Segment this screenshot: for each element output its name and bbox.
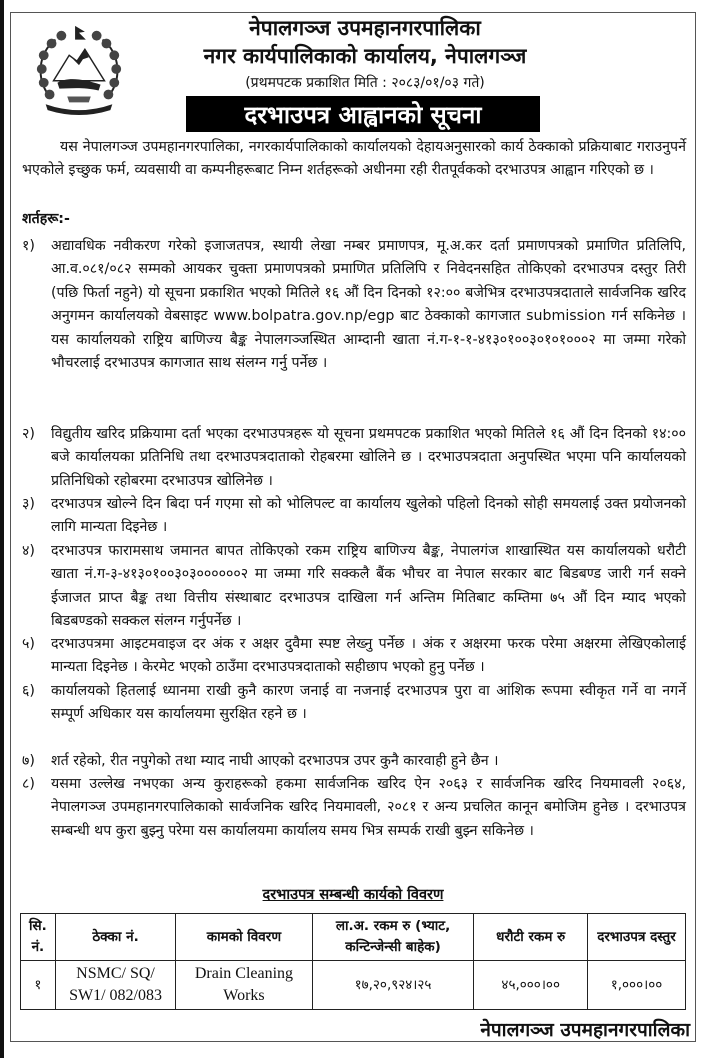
condition-item	[22, 423, 686, 493]
condition-item	[22, 773, 686, 843]
nepal-government-emblem-icon	[30, 20, 128, 118]
works-table	[20, 913, 686, 1010]
publication-date: (प्रथमपटक प्रकाशित मिति : २०८३/०१/०३ गते)	[245, 75, 485, 91]
cell-deposit: ४५,०००।००	[474, 961, 588, 1010]
cell-contract-no: NSMC/ SQ/ SW1/ 082/083	[55, 961, 176, 1010]
condition-text: दरभाउपत्रमा आइटमवाइज दर अंक र अक्षर दुवैमा स्पष्ट लेख्नु पर्नेछ । अंक र अक्षरमा फरक परेमा अक्षरमा लेखिएकोलाई मान्यता दिइनेछ । केरमेट भएको ठाउँमा दरभाउपत्रदाताको सहीछाप भएको हुनु पर्नेछ ।	[51, 636, 686, 676]
col-header-serial: सि. नं.	[21, 914, 56, 961]
condition-text: दरभाउपत्र खोल्ने दिन बिदा पर्न गएमा सो को भोलिपल्ट वा कार्यालय खुलेको पहिलो दिनको सोही समयलाई उक्त प्रयोजनको लागि मान्यता दिइनेछ ।	[51, 496, 686, 536]
condition-item	[22, 680, 686, 727]
condition-item	[22, 540, 686, 634]
intro-paragraph: यस नेपालगञ्ज उपमहानगरपालिका, नगरकार्यपालिकाको कार्यालयको देहायअनुसारको कार्य ठेक्काको प्रक्रियाबाट गराउनुपर्ने भएकोले इच्छुक फर्म, व्यवसायी वा कम्पनीहरूबाट निम्न शर्तहरूको अधीनमा रही रीतपूर्वकको दरभाउपत्र आह्वान गरिएको छ ।	[22, 139, 686, 179]
col-header-description: कामको विवरण	[176, 914, 312, 961]
conditions-heading: शर्तहरू:-	[22, 211, 70, 227]
office-name: नगर कार्यपालिकाको कार्यालय, नेपालगञ्ज	[203, 44, 527, 68]
notice-title: दरभाउपत्र आह्वानको सूचना	[186, 96, 540, 132]
condition-number: १)	[22, 238, 35, 254]
cell-serial: १	[21, 961, 56, 1010]
cell-description: Drain Cleaning Works	[176, 961, 312, 1010]
condition-number: ३)	[22, 496, 35, 512]
cell-fee: १,०००।००	[587, 961, 685, 1010]
condition-text: अद्यावधिक नवीकरण गरेको इजाजतपत्र, स्थायी लेखा नम्बर प्रमाणपत्र, मू.अ.कर दर्ता प्रमाणपत्रको प्रमाणित प्रतिलिपि, आ.व.०८१/०८२ सम्मको आयकर चुक्ता प्रमाणपत्रको प्रमाणित प्रतिलिपि र निवेदनसहित तोकिएको दरभाउपत्र दस्तुर तिरी (पछि फिर्ता नहुने) यो सूचना प्रकाशित भएको मितिले १६ औं दिन दिनको १२:०० बजेभित्र दरभाउपत्रदाताले सार्वजनिक खरिद अनुगमन कार्यालयको वेबसाइट www.bolpatra.gov.np/egp बाट ठेक्काको कागजात submission गर्न सकिनेछ । यस कार्यालयको राष्ट्रिय बाणिज्य बैङ्क नेपालगञ्जस्थित आम्दानी खाता नं.ग-१-१-४१३०१००३०१०१०००२ मा जम्मा गरेको भौचरलाई दरभाउपत्र कागजात साथ संलग्न गर्नु पर्नेछ ।	[51, 238, 686, 372]
condition-text: शर्त रहेको, रीत नपुगेको तथा म्याद नाघी आएको दरभाउपत्र उपर कुनै कारवाही हुने छैन ।	[51, 753, 499, 769]
condition-text: विद्युतीय खरिद प्रक्रियामा दर्ता भएका दरभाउपत्रहरू यो सूचना प्रथमपटक प्रकाशित भएको मितिले १६ औं दिन दिनको १४:०० बजे कार्यालयका प्रतिनिधि तथा दरभाउपत्रदाताको रोहबरमा खोलिने छ । दरभाउपत्रदाता अनुपस्थित भएमा पनि कार्यालयको प्रतिनिधिको रहोबरमा दरभाउपत्र खोलिनेछ ।	[51, 426, 686, 489]
condition-number: २)	[22, 426, 35, 442]
col-header-contract-no: ठेक्का नं.	[55, 914, 176, 961]
condition-number: ६)	[22, 683, 35, 699]
condition-item	[22, 633, 686, 680]
condition-text: यसमा उल्लेख नभएका अन्य कुराहरूको हकमा सार्वजनिक खरिद ऐन २०६३ र सार्वजनिक खरिद नियमावली २०६४, नेपालगञ्ज उपमहानगरपालिकाको सार्वजनिक खरिद नियमावली, २०८१ र अन्य प्रचलित कानून बमोजिम हुनेछ । दरभाउपत्र सम्बन्धी थप कुरा बुझ्नु परेमा यस कार्यालयमा कार्यालय समय भित्र सम्पर्क राखी बुझ्न सकिनेछ ।	[51, 776, 686, 839]
table-row	[21, 961, 686, 1010]
condition-number: ४)	[22, 543, 35, 559]
condition-item	[22, 235, 686, 375]
condition-item	[22, 750, 686, 773]
col-header-deposit: धरौटी रकम रु	[474, 914, 588, 961]
cell-estimated-cost: १७,२०,९२४।२५	[312, 961, 474, 1010]
signature-organization: नेपालगञ्ज उपमहानगरपालिका	[480, 1019, 690, 1041]
table-title: दरभाउपत्र सम्बन्धी कार्यको विवरण	[262, 887, 444, 903]
col-header-fee: दरभाउपत्र दस्तुर	[587, 914, 685, 961]
col-header-estimated-cost: ला.अ. रकम रु (भ्याट, कन्टिन्जेन्सी बाहेक)	[312, 914, 474, 961]
organization-name: नेपालगञ्ज उपमहानगरपालिका	[249, 16, 481, 40]
condition-number: ५)	[22, 636, 35, 652]
condition-number: ७)	[22, 753, 35, 769]
table-header-row	[21, 914, 686, 961]
condition-text: दरभाउपत्र फारामसाथ जमानत बापत तोकिएको रकम राष्ट्रिय बाणिज्य बैङ्क, नेपालगंज शाखास्थित यस कार्यालयको धरौटी खाता नं.ग-३-४१३०१००३०३००००००२ मा जम्मा गरि सक्कलै बैंक भौचर वा नेपाल सरकार बाट बिडबण्ड जारी गर्न सक्ने ईजाजत प्राप्त बैङ्क तथा वित्तीय संस्थाबाट दरभाउपत्र दाखिला गर्न अन्तिम मितिबाट कम्तिमा ७५ औं दिन म्याद भएको बिडबण्डको सक्कल संलग्न गर्नुपर्नेछ ।	[51, 543, 686, 630]
condition-item	[22, 493, 686, 540]
condition-text: कार्यालयको हितलाई ध्यानमा राखी कुनै कारण जनाई वा नजनाई दरभाउपत्र पुरा वा आंशिक रूपमा स्वीकृत गर्ने वा नगर्ने सम्पूर्ण अधिकार यस कार्यालयमा सुरक्षित रहने छ ।	[51, 683, 686, 723]
condition-number: ८)	[22, 776, 35, 792]
